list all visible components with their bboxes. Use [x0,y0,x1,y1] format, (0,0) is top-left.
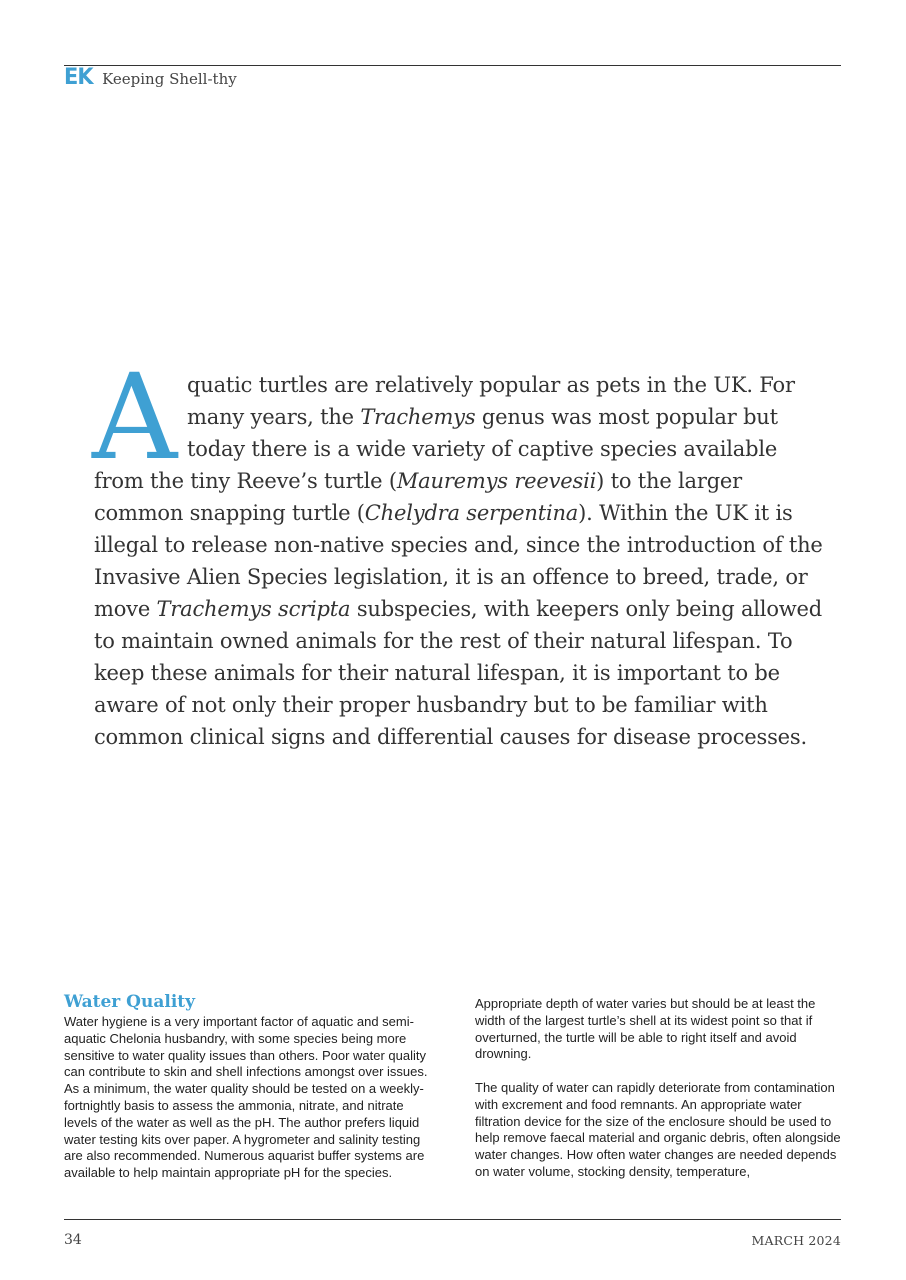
running-header [64,66,237,90]
intro-italic-2: Mauremys reevesii [396,469,597,493]
intro-text-4: ). Within the UK it is illegal to release non-native species and, since the introduction of the Invasive Alien Species legislation, it is an offence to breed, trade, or move [94,501,823,621]
water-quality-paragraph-2: Appropriate depth of water varies but should be at least the width of the largest turtle’s shell at its widest point so that if overturned, the turtle will be able to right itself and avoid drowning. [475,996,816,1062]
intro-italic-4: Trachemys scripta [156,597,351,621]
intro-italic-3: Chelydra serpentina [364,501,579,525]
left-column [64,992,429,1182]
intro-text-2: genus was most popular but today there is a wide variety of captive species available from the tiny Reeve’s turtle ( [94,405,778,493]
water-quality-paragraph-3: The quality of water can rapidly deteriorate from contamination with excrement and food remnants. An appropriate water filtration device for the size of the enclosure should be used to help remove faecal material and organic debris, often alongside water changes. How often water changes are needed depends on water volume, stocking density, temperature, [475,1079,841,1179]
ek-logo: EK [64,65,93,90]
footer-rule [64,1219,841,1220]
right-column [475,996,841,1181]
intro-text-5: subspecies, with keepers only being allowed to maintain owned animals for the rest of their natural lifespan. To keep these animals for their natural lifespan, it is important to be aware of not only their proper husbandry but to be familiar with common clinical signs and differential causes for disease processes. [94,597,823,749]
water-quality-paragraph-1: Water hygiene is a very important factor of aquatic and semi-aquatic Chelonia husbandry, with some species being more sensitive to water quality issues than others. Poor water quality can contribute to skin and shell infections amongst over issues. As a minimum, the water quality should be tested on a weekly-fortnightly basis to assess the ammonia, nitrate, and nitrate levels of the water as well as the pH. The author prefers liquid water testing kits over paper. A hygrometer and salinity testing are also recommended. Numerous aquarist buffer systems are available to help maintain appropriate pH for the species. [64,1014,428,1181]
page-number: 34 [64,1232,82,1248]
intro-italic-1: Trachemys [360,405,476,429]
water-quality-heading: Water Quality [64,992,196,1012]
intro-text-3: ) to the larger common snapping turtle ( [94,469,743,525]
intro-paragraph [92,348,824,753]
issue-date: MARCH 2024 [751,1233,841,1248]
drop-cap: A [92,348,178,486]
section-title: Keeping Shell-thy [102,70,237,88]
intro-text-1: quatic turtles are relatively popular as pets in the UK. For many years, the [187,373,795,429]
